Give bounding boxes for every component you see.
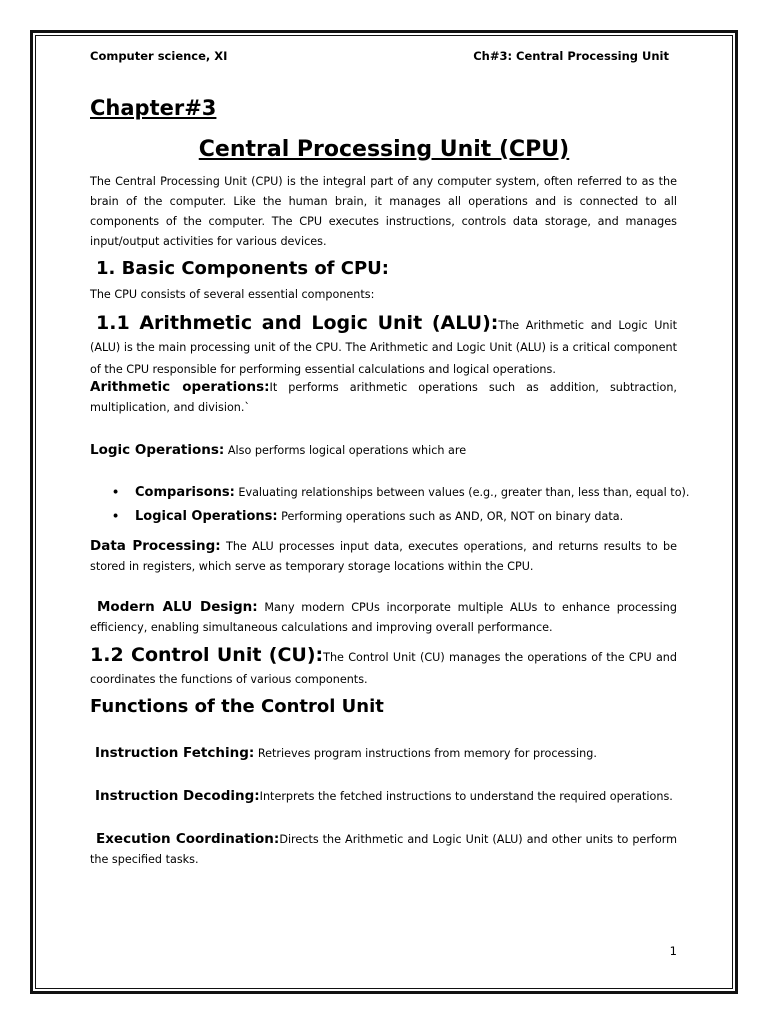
modern-alu-paragraph (90, 597, 677, 638)
function-label: Execution Coordination: (96, 831, 280, 847)
function-text: Directs the Arithmetic and Logic Unit (ALU) and other units to perform the specified tasks. (90, 833, 678, 866)
section12-heading: 1.2 Control Unit (CU): (90, 644, 324, 666)
bullet-label: Comparisons: (135, 485, 235, 500)
section11-heading: 1.1 Arithmetic and Logic Unit (ALU): (96, 312, 499, 334)
bullet-icon: • (112, 510, 120, 523)
arith-label: Arithmetic operations: (90, 379, 270, 395)
function-label: Instruction Decoding: (95, 788, 260, 804)
function-label: Instruction Fetching: (95, 745, 255, 761)
function-text: Interprets the fetched instructions to understand the required operations. (259, 790, 673, 803)
functions-heading-text: Functions of the Control Unit (90, 696, 384, 717)
function-item (90, 786, 677, 807)
data-processing-label: Data Processing: (90, 538, 221, 554)
function-item (90, 743, 677, 764)
header-right: Ch#3: Central Processing Unit (473, 49, 669, 63)
bullet-text: Evaluating relationships between values (e.g., greater than, less than, equal to). (234, 486, 690, 499)
modern-alu-text: Many modern CPUs incorporate multiple ALUs to enhance processing efficiency, enabling simultaneous calculations and improving overall performance. (90, 601, 677, 634)
section1-heading-text: 1. Basic Components of CPU: (96, 258, 390, 279)
section1-text: The CPU consists of several essential components: (90, 288, 375, 301)
bullet-label: Logical Operations: (135, 509, 278, 524)
data-processing-paragraph (90, 536, 677, 577)
page-number: 1 (669, 944, 677, 958)
section12-paragraph (90, 644, 677, 691)
section1-heading (96, 258, 389, 279)
list-item (112, 485, 689, 500)
function-text: Retrieves program instructions from memory for processing. (254, 747, 597, 760)
functions-heading (90, 696, 384, 717)
section12-text: The Control Unit (CU) manages the operations of the CPU and coordinates the functions of various components. (90, 651, 677, 686)
logic-paragraph (90, 440, 677, 461)
section11-paragraph (90, 312, 677, 381)
header-left: Computer science, XI (90, 49, 228, 63)
logic-text: Also performs logical operations which are (224, 444, 467, 457)
list-item (112, 509, 623, 524)
function-item (90, 829, 677, 870)
chapter-label: Chapter#3 (90, 96, 217, 120)
arith-paragraph (90, 377, 677, 418)
intro-paragraph: The Central Processing Unit (CPU) is the integral part of any computer system, often referred to as the brain of the computer. Like the human brain, it manages all operations and is connected to all components of the computer. The CPU executes instructions, controls data storage, and manages input/output activities for various devices. (90, 175, 677, 248)
section11-text: The Arithmetic and Logic Unit (ALU) is the main processing unit of the CPU. The Arithmetic and Logic Unit (ALU) is a critical component of the CPU responsible for performing essential calculations and logical operations. (90, 319, 677, 376)
data-processing-text: The ALU processes input data, executes operations, and returns results to be stored in registers, which serve as temporary storage locations within the CPU. (90, 540, 677, 573)
bullet-text: Performing operations such as AND, OR, NOT on binary data. (277, 510, 624, 523)
bullet-icon: • (112, 486, 120, 499)
arith-text: It performs arithmetic operations such as addition, subtraction, multiplication, and division.` (90, 381, 677, 414)
logic-label: Logic Operations: (90, 442, 225, 458)
page-title: Central Processing Unit (CPU) (198, 137, 570, 162)
modern-alu-label: Modern ALU Design: (97, 599, 258, 615)
